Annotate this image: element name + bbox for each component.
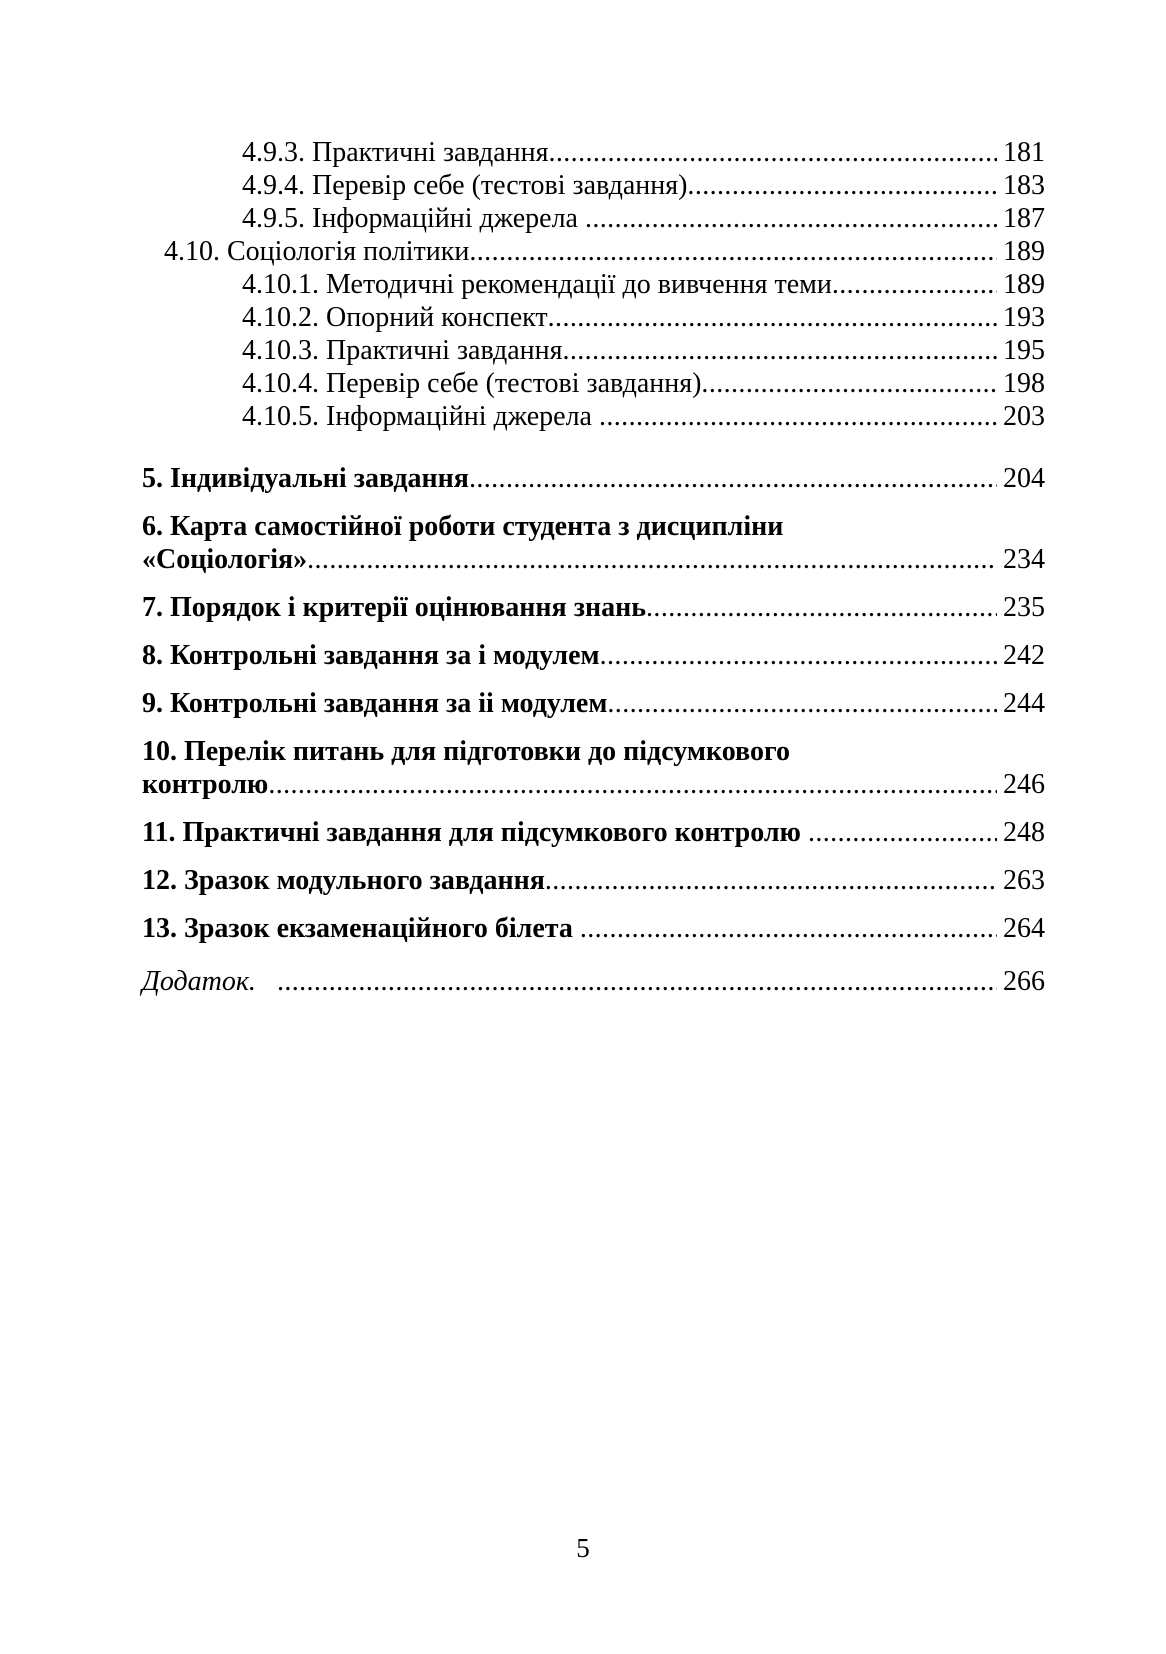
toc-entry [142,864,1045,897]
toc-row [142,768,1045,801]
toc-row [142,136,1045,169]
toc-entry-page-number: 193 [1003,302,1045,333]
toc-entry [142,591,1045,624]
leader-dots [585,202,997,235]
toc-row [142,400,1045,433]
leader-dots [469,462,997,495]
toc-entry-title: 4.10.2. Опорний конспект [242,302,548,333]
toc-row [142,543,1045,576]
toc-entry-page-number: 195 [1003,335,1045,366]
toc-entry-page-number: 234 [1003,544,1045,575]
toc-entry-page-number: 266 [1003,966,1045,997]
toc-entry-page-number: 189 [1003,236,1045,267]
toc-row [142,462,1045,495]
toc-entry-page-number: 264 [1003,913,1045,944]
toc-entry-title: 11. Практичні завдання для підсумкового контролю [142,817,808,848]
toc-row [142,591,1045,624]
toc-entry-title: 4.9.5. Інформаційні джерела [242,203,585,234]
leader-dots [307,543,997,576]
toc-entry [142,816,1045,849]
toc-row [142,639,1045,672]
toc-entry-title: Додаток. [142,966,277,997]
toc-row [142,367,1045,400]
toc-entry-page-number: 183 [1003,170,1045,201]
leader-dots [268,768,997,801]
toc-entry-title: 13. Зразок екзаменаційного білета [142,913,580,944]
toc-row [142,301,1045,334]
toc-row [142,965,1045,998]
toc-entry [142,912,1045,945]
toc-entry-page-number: 246 [1003,769,1045,800]
toc-entry-page-number: 263 [1003,865,1045,896]
toc-entry-page-number: 181 [1003,137,1045,168]
leader-dots [545,864,997,897]
toc-row [142,202,1045,235]
toc-entry-page-number: 189 [1003,269,1045,300]
toc-entry-title: 4.10.4. Перевір себе (тестові завдання) [242,368,702,399]
toc-entry [142,462,1045,495]
leader-dots [600,639,997,672]
toc-entry-title: 5. Індивідуальні завдання [142,463,469,494]
table-of-contents [142,136,1045,998]
toc-row [142,912,1045,945]
toc-row [142,334,1045,367]
toc-entry-title: контролю [142,769,269,800]
toc-entry [142,367,1045,400]
toc-row [142,864,1045,897]
toc-entry-page-number: 198 [1003,368,1045,399]
toc-row [142,687,1045,720]
toc-entry [142,301,1045,334]
toc-entry-page-number: 244 [1003,688,1045,719]
toc-row [142,169,1045,202]
footer-page-number: 5 [576,1533,590,1563]
toc-entry-title: 8. Контрольні завдання за і модулем [142,640,600,671]
toc-entry-title: 9. Контрольні завдання за іі модулем [142,688,608,719]
toc-entry-title: 4.9.3. Практичні завдання [242,137,549,168]
toc-entry-page-number: 203 [1003,401,1045,432]
toc-entry [142,639,1045,672]
toc-row [142,816,1045,849]
toc-row [142,235,1045,268]
leader-dots [646,591,997,624]
toc-entry-page-number: 235 [1003,592,1045,623]
toc-entry [142,735,1045,801]
toc-entry-page-number: 204 [1003,463,1045,494]
toc-entry-title: 4.10. Соціологія політики [164,236,470,267]
toc-entry-title: 4.10.3. Практичні завдання [242,335,563,366]
toc-entry-title: 7. Порядок і критерії оцінювання знань [142,592,647,623]
toc-entry [142,334,1045,367]
toc-entry [142,687,1045,720]
toc-entry [142,510,1045,576]
leader-dots [469,235,997,268]
leader-dots [808,816,997,849]
toc-entry [142,965,1045,998]
leader-dots [599,400,997,433]
leader-dots [277,965,997,998]
toc-entry-page-number: 187 [1003,203,1045,234]
toc-entry-line1: 10. Перелік питань для підготовки до підсумкового [142,736,790,767]
toc-entry-page-number: 242 [1003,640,1045,671]
toc-entry-page-number: 248 [1003,817,1045,848]
leader-dots [832,268,997,301]
toc-entry-title: 4.10.1. Методичні рекомендації до вивчення теми [242,269,832,300]
toc-entry-line1: 6. Карта самостійної роботи студента з дисципліни [142,511,784,542]
toc-entry [142,169,1045,202]
toc-row [142,268,1045,301]
leader-dots [701,367,997,400]
toc-entry [142,136,1045,169]
leader-dots [548,136,997,169]
leader-dots [687,169,997,202]
leader-dots [548,301,997,334]
toc-entry [142,235,1045,268]
toc-entry [142,268,1045,301]
toc-entry-title: 12. Зразок модульного завдання [142,865,545,896]
toc-entry-title: 4.9.4. Перевір себе (тестові завдання) [242,170,688,201]
leader-dots [580,912,997,945]
toc-entry-title: «Соціологія» [142,544,308,575]
toc-entry [142,202,1045,235]
toc-entry-title: 4.10.5. Інформаційні джерела [242,401,599,432]
toc-list [142,136,1045,998]
toc-entry [142,400,1045,433]
leader-dots [562,334,997,367]
leader-dots [607,687,997,720]
